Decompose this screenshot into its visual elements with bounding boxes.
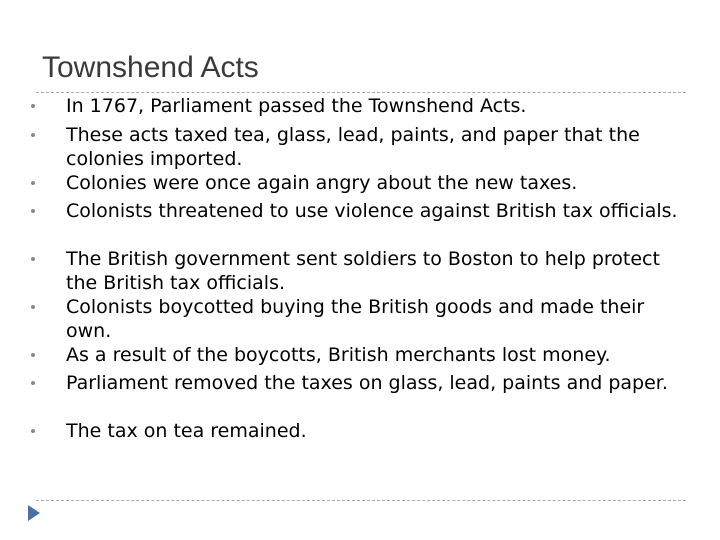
bullet-dot-icon <box>31 429 35 433</box>
bullet-text: Parliament removed the taxes on glass, lead, paints and paper. <box>66 372 668 394</box>
bullet-item <box>66 171 686 195</box>
bullet-text: In 1767, Parliament passed the Townshend Acts. <box>66 95 527 117</box>
bullet-dot-icon <box>31 257 35 261</box>
bullet-text: The British government sent soldiers to Boston to help protect the British tax officials. <box>66 248 660 294</box>
bullet-dot-icon <box>31 133 35 137</box>
footer-divider <box>36 500 686 501</box>
bullet-item <box>66 295 686 343</box>
bullet-text: As a result of the boycotts, British merchants lost money. <box>66 344 611 366</box>
slide-title: Townshend Acts <box>42 51 259 84</box>
bullet-item <box>66 199 686 223</box>
bullet-item <box>66 343 686 367</box>
bullet-item <box>66 94 686 118</box>
play-arrow-icon[interactable] <box>27 504 41 522</box>
bullet-item <box>66 371 686 395</box>
bullet-text: Colonies were once again angry about the new taxes. <box>66 172 578 194</box>
bullet-item <box>66 247 686 295</box>
title-divider <box>36 92 686 93</box>
bullet-text: The tax on tea remained. <box>66 420 307 442</box>
bullet-dot-icon <box>31 181 35 185</box>
bullet-dot-icon <box>31 104 35 108</box>
bullet-dot-icon <box>31 305 35 309</box>
bullet-dot-icon <box>31 381 35 385</box>
bullet-item <box>66 123 686 171</box>
bullet-text: These acts taxed tea, glass, lead, paints, and paper that the colonies imported. <box>66 124 640 170</box>
bullet-dot-icon <box>31 209 35 213</box>
bullet-dot-icon <box>31 353 35 357</box>
bullet-item <box>66 419 686 443</box>
bullet-text: Colonists threatened to use violence against British tax officials. <box>66 200 678 222</box>
bullet-text: Colonists boycotted buying the British goods and made their own. <box>66 296 645 342</box>
